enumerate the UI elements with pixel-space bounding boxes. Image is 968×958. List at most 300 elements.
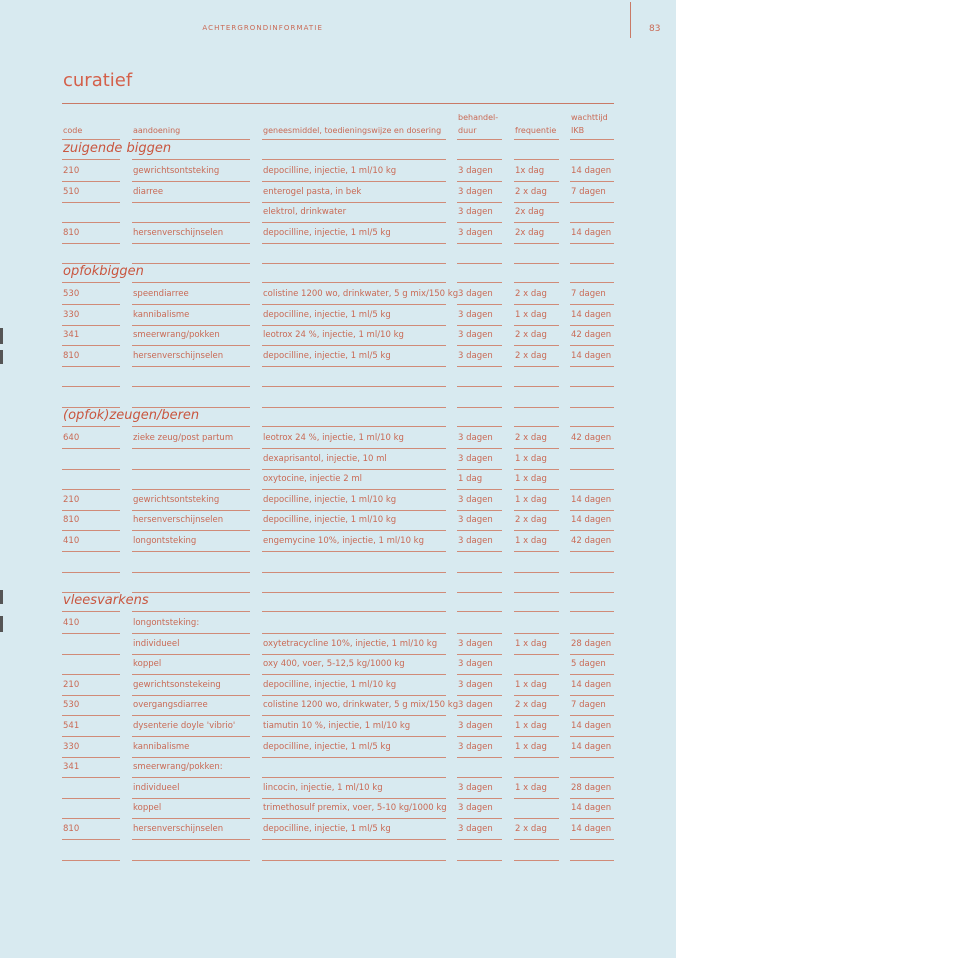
row-rule bbox=[570, 222, 614, 223]
row-rule bbox=[132, 633, 250, 634]
row-rule bbox=[514, 818, 559, 819]
row-rule bbox=[570, 530, 614, 531]
row-rule bbox=[514, 222, 559, 223]
row-rule bbox=[62, 304, 120, 305]
row-rule bbox=[262, 407, 446, 408]
row-rule bbox=[514, 366, 559, 367]
cell-medicine: enterogel pasta, in bek bbox=[263, 187, 362, 197]
row-rule bbox=[132, 325, 250, 326]
cell-code: 541 bbox=[63, 721, 80, 731]
row-rule bbox=[62, 181, 120, 182]
section-title: opfokbiggen bbox=[63, 264, 144, 279]
cell-condition: smeerwrang/pokken: bbox=[133, 762, 223, 772]
row-rule bbox=[262, 181, 446, 182]
row-rule bbox=[570, 159, 614, 160]
row-rule bbox=[132, 159, 250, 160]
row-rule bbox=[514, 448, 559, 449]
cell-code: 810 bbox=[63, 515, 80, 525]
cell-waiting: 7 dagen bbox=[571, 289, 606, 299]
cell-code: 810 bbox=[63, 228, 80, 238]
row-rule bbox=[457, 715, 502, 716]
row-rule bbox=[262, 860, 446, 861]
section-title: zuigende biggen bbox=[63, 141, 172, 156]
column-header-waiting-line2: IKB bbox=[571, 126, 585, 135]
header-rule bbox=[132, 139, 250, 140]
row-rule bbox=[514, 757, 559, 758]
row-rule bbox=[570, 757, 614, 758]
row-rule bbox=[62, 695, 120, 696]
cell-medicine: oxytocine, injectie 2 ml bbox=[263, 474, 362, 484]
cell-waiting: 28 dagen bbox=[571, 639, 612, 649]
row-rule bbox=[570, 654, 614, 655]
cell-medicine: depocilline, injectie, 1 ml/5 kg bbox=[263, 228, 391, 238]
row-rule bbox=[132, 860, 250, 861]
row-rule bbox=[570, 818, 614, 819]
row-rule bbox=[570, 839, 614, 840]
row-rule bbox=[132, 592, 250, 593]
cell-waiting: 14 dagen bbox=[571, 721, 612, 731]
row-rule bbox=[132, 469, 250, 470]
cell-frequency: 2 x dag bbox=[515, 700, 547, 710]
row-rule bbox=[132, 282, 250, 283]
cell-medicine: colistine 1200 wo, drinkwater, 5 g mix/150 kg bbox=[263, 289, 459, 299]
row-rule bbox=[132, 777, 250, 778]
row-rule bbox=[514, 282, 559, 283]
row-rule bbox=[514, 860, 559, 861]
cell-medicine: dexaprisantol, injectie, 10 ml bbox=[263, 454, 387, 464]
row-rule bbox=[62, 222, 120, 223]
cell-waiting: 14 dagen bbox=[571, 742, 612, 752]
row-rule bbox=[62, 448, 120, 449]
row-rule bbox=[262, 243, 446, 244]
row-rule bbox=[457, 243, 502, 244]
row-rule bbox=[457, 386, 502, 387]
cell-waiting: 14 dagen bbox=[571, 495, 612, 505]
row-rule bbox=[262, 736, 446, 737]
cell-condition: kannibalisme bbox=[133, 310, 190, 320]
page-number: 83 bbox=[649, 24, 661, 34]
row-rule bbox=[132, 304, 250, 305]
row-rule bbox=[262, 530, 446, 531]
cell-duration: 3 dagen bbox=[458, 536, 493, 546]
row-rule bbox=[457, 818, 502, 819]
row-rule bbox=[62, 202, 120, 203]
row-rule bbox=[457, 633, 502, 634]
row-rule bbox=[262, 695, 446, 696]
cell-medicine: trimethosulf premix, voer, 5-10 kg/1000 kg bbox=[263, 803, 447, 813]
cell-medicine: depocilline, injectie, 1 ml/5 kg bbox=[263, 824, 391, 834]
row-rule bbox=[514, 798, 559, 799]
row-rule bbox=[570, 715, 614, 716]
cell-duration: 3 dagen bbox=[458, 783, 493, 793]
row-rule bbox=[62, 860, 120, 861]
row-rule bbox=[457, 181, 502, 182]
row-rule bbox=[457, 448, 502, 449]
row-rule bbox=[132, 839, 250, 840]
row-rule bbox=[514, 489, 559, 490]
row-rule bbox=[457, 674, 502, 675]
cell-frequency: 2 x dag bbox=[515, 351, 547, 361]
cell-code: 410 bbox=[63, 536, 80, 546]
row-rule bbox=[262, 304, 446, 305]
binding-mark bbox=[0, 350, 3, 364]
row-rule bbox=[514, 633, 559, 634]
row-rule bbox=[62, 572, 120, 573]
row-rule bbox=[457, 654, 502, 655]
row-rule bbox=[262, 777, 446, 778]
running-header: ACHTERGRONDINFORMATIE bbox=[202, 24, 323, 32]
cell-medicine: oxy 400, voer, 5-12,5 kg/1000 kg bbox=[263, 659, 405, 669]
page-title: curatief bbox=[63, 70, 133, 91]
row-rule bbox=[262, 798, 446, 799]
cell-waiting: 42 dagen bbox=[571, 536, 612, 546]
row-rule bbox=[514, 325, 559, 326]
row-rule bbox=[514, 345, 559, 346]
row-rule bbox=[457, 489, 502, 490]
row-rule bbox=[62, 530, 120, 531]
row-rule bbox=[457, 304, 502, 305]
cell-condition: individueel bbox=[133, 639, 180, 649]
row-rule bbox=[262, 633, 446, 634]
row-rule bbox=[132, 263, 250, 264]
cell-waiting: 14 dagen bbox=[571, 824, 612, 834]
row-rule bbox=[514, 592, 559, 593]
row-rule bbox=[132, 818, 250, 819]
cell-medicine: depocilline, injectie, 1 ml/5 kg bbox=[263, 742, 391, 752]
cell-condition: gewrichtsonstekeing bbox=[133, 680, 221, 690]
cell-frequency: 1 x dag bbox=[515, 495, 547, 505]
row-rule bbox=[62, 674, 120, 675]
row-rule bbox=[132, 386, 250, 387]
cell-duration: 3 dagen bbox=[458, 639, 493, 649]
row-rule bbox=[62, 469, 120, 470]
cell-duration: 3 dagen bbox=[458, 721, 493, 731]
row-rule bbox=[132, 715, 250, 716]
row-rule bbox=[514, 386, 559, 387]
row-rule bbox=[570, 407, 614, 408]
cell-waiting: 42 dagen bbox=[571, 433, 612, 443]
cell-waiting: 28 dagen bbox=[571, 783, 612, 793]
cell-medicine: engemycine 10%, injectie, 1 ml/10 kg bbox=[263, 536, 424, 546]
cell-frequency: 1 x dag bbox=[515, 536, 547, 546]
cell-frequency: 2 x dag bbox=[515, 187, 547, 197]
cell-waiting: 42 dagen bbox=[571, 330, 612, 340]
row-rule bbox=[457, 551, 502, 552]
cell-code: 330 bbox=[63, 742, 80, 752]
row-rule bbox=[132, 798, 250, 799]
cell-waiting: 14 dagen bbox=[571, 310, 612, 320]
cell-duration: 3 dagen bbox=[458, 166, 493, 176]
cell-code: 810 bbox=[63, 824, 80, 834]
row-rule bbox=[62, 243, 120, 244]
row-rule bbox=[457, 325, 502, 326]
row-rule bbox=[262, 757, 446, 758]
cell-frequency: 2 x dag bbox=[515, 433, 547, 443]
cell-code: 341 bbox=[63, 330, 80, 340]
row-rule bbox=[62, 818, 120, 819]
row-rule bbox=[570, 181, 614, 182]
row-rule bbox=[514, 530, 559, 531]
row-rule bbox=[62, 386, 120, 387]
row-rule bbox=[514, 839, 559, 840]
row-rule bbox=[457, 530, 502, 531]
row-rule bbox=[262, 366, 446, 367]
column-header-duration-line2: duur bbox=[458, 126, 477, 135]
row-rule bbox=[514, 304, 559, 305]
row-rule bbox=[132, 426, 250, 427]
header-rule bbox=[514, 139, 559, 140]
row-rule bbox=[62, 426, 120, 427]
cell-condition: diarree bbox=[133, 187, 164, 197]
row-rule bbox=[457, 611, 502, 612]
cell-condition: kannibalisme bbox=[133, 742, 190, 752]
cell-frequency: 2x dag bbox=[515, 207, 545, 217]
cell-duration: 3 dagen bbox=[458, 289, 493, 299]
cell-duration: 1 dag bbox=[458, 474, 483, 484]
cell-condition: gewrichtsontsteking bbox=[133, 495, 220, 505]
cell-code: 810 bbox=[63, 351, 80, 361]
row-rule bbox=[514, 510, 559, 511]
row-rule bbox=[570, 695, 614, 696]
row-rule bbox=[570, 243, 614, 244]
cell-frequency: 1 x dag bbox=[515, 474, 547, 484]
row-rule bbox=[62, 777, 120, 778]
cell-waiting: 14 dagen bbox=[571, 351, 612, 361]
cell-waiting: 14 dagen bbox=[571, 228, 612, 238]
cell-code: 210 bbox=[63, 495, 80, 505]
cell-duration: 3 dagen bbox=[458, 207, 493, 217]
row-rule bbox=[570, 798, 614, 799]
row-rule bbox=[262, 510, 446, 511]
cell-condition: hersenverschijnselen bbox=[133, 824, 224, 834]
header-rule bbox=[457, 139, 502, 140]
column-header-frequency: frequentie bbox=[515, 126, 557, 135]
row-rule bbox=[132, 181, 250, 182]
cell-code: 330 bbox=[63, 310, 80, 320]
column-header-medicine: geneesmiddel, toedieningswijze en dosering bbox=[263, 126, 442, 135]
row-rule bbox=[570, 448, 614, 449]
row-rule bbox=[262, 654, 446, 655]
cell-medicine: colistine 1200 wo, drinkwater, 5 g mix/150 kg bbox=[263, 700, 459, 710]
binding-mark bbox=[0, 616, 3, 632]
cell-duration: 3 dagen bbox=[458, 228, 493, 238]
row-rule bbox=[62, 633, 120, 634]
row-rule bbox=[514, 243, 559, 244]
cell-frequency: 1x dag bbox=[515, 166, 545, 176]
row-rule bbox=[457, 426, 502, 427]
column-header-waiting-line1: wachttijd bbox=[571, 113, 608, 122]
row-rule bbox=[457, 798, 502, 799]
row-rule bbox=[262, 839, 446, 840]
cell-frequency: 1 x dag bbox=[515, 742, 547, 752]
row-rule bbox=[570, 777, 614, 778]
cell-condition: hersenverschijnselen bbox=[133, 515, 224, 525]
cell-waiting: 7 dagen bbox=[571, 700, 606, 710]
row-rule bbox=[457, 345, 502, 346]
cell-frequency: 1 x dag bbox=[515, 454, 547, 464]
header-rule bbox=[262, 139, 446, 140]
row-rule bbox=[570, 366, 614, 367]
row-rule bbox=[570, 345, 614, 346]
cell-condition: speendiarree bbox=[133, 289, 189, 299]
row-rule bbox=[132, 695, 250, 696]
row-rule bbox=[514, 674, 559, 675]
cell-duration: 3 dagen bbox=[458, 495, 493, 505]
row-rule bbox=[570, 489, 614, 490]
row-rule bbox=[514, 695, 559, 696]
cell-code: 341 bbox=[63, 762, 80, 772]
row-rule bbox=[262, 345, 446, 346]
cell-duration: 3 dagen bbox=[458, 187, 493, 197]
cell-code: 640 bbox=[63, 433, 80, 443]
cell-waiting: 7 dagen bbox=[571, 187, 606, 197]
row-rule bbox=[262, 572, 446, 573]
section-title: (opfok)zeugen/beren bbox=[63, 408, 200, 423]
row-rule bbox=[62, 345, 120, 346]
cell-duration: 3 dagen bbox=[458, 824, 493, 834]
row-rule bbox=[570, 325, 614, 326]
row-rule bbox=[132, 572, 250, 573]
cell-frequency: 2 x dag bbox=[515, 330, 547, 340]
row-rule bbox=[457, 695, 502, 696]
cell-medicine: depocilline, injectie, 1 ml/10 kg bbox=[263, 680, 397, 690]
row-rule bbox=[514, 611, 559, 612]
row-rule bbox=[457, 159, 502, 160]
cell-frequency: 1 x dag bbox=[515, 310, 547, 320]
row-rule bbox=[132, 530, 250, 531]
row-rule bbox=[514, 469, 559, 470]
cell-duration: 3 dagen bbox=[458, 515, 493, 525]
row-rule bbox=[262, 489, 446, 490]
row-rule bbox=[457, 860, 502, 861]
row-rule bbox=[570, 263, 614, 264]
row-rule bbox=[62, 839, 120, 840]
cell-code: 410 bbox=[63, 618, 80, 628]
column-header-condition: aandoening bbox=[133, 126, 181, 135]
row-rule bbox=[262, 448, 446, 449]
cell-condition: hersenverschijnselen bbox=[133, 228, 224, 238]
row-rule bbox=[132, 736, 250, 737]
cell-waiting: 14 dagen bbox=[571, 515, 612, 525]
title-rule bbox=[62, 103, 614, 104]
row-rule bbox=[62, 757, 120, 758]
row-rule bbox=[132, 243, 250, 244]
binding-mark bbox=[0, 590, 3, 604]
column-header-code: code bbox=[63, 126, 83, 135]
row-rule bbox=[132, 551, 250, 552]
header-rule bbox=[570, 139, 614, 140]
row-rule bbox=[132, 654, 250, 655]
cell-condition: longontsteking bbox=[133, 536, 197, 546]
row-rule bbox=[570, 633, 614, 634]
row-rule bbox=[457, 777, 502, 778]
row-rule bbox=[62, 282, 120, 283]
cell-medicine: depocilline, injectie, 1 ml/5 kg bbox=[263, 310, 391, 320]
row-rule bbox=[262, 592, 446, 593]
cell-frequency: 1 x dag bbox=[515, 783, 547, 793]
row-rule bbox=[62, 159, 120, 160]
cell-code: 210 bbox=[63, 680, 80, 690]
row-rule bbox=[570, 592, 614, 593]
row-rule bbox=[62, 611, 120, 612]
cell-duration: 3 dagen bbox=[458, 742, 493, 752]
row-rule bbox=[132, 202, 250, 203]
header-rule bbox=[62, 139, 120, 140]
cell-duration: 3 dagen bbox=[458, 454, 493, 464]
row-rule bbox=[262, 426, 446, 427]
cell-duration: 3 dagen bbox=[458, 803, 493, 813]
cell-condition: overgangsdiarree bbox=[133, 700, 208, 710]
row-rule bbox=[570, 674, 614, 675]
cell-duration: 3 dagen bbox=[458, 680, 493, 690]
cell-duration: 3 dagen bbox=[458, 330, 493, 340]
row-rule bbox=[570, 510, 614, 511]
cell-medicine: leotrox 24 %, injectie, 1 ml/10 kg bbox=[263, 330, 404, 340]
row-rule bbox=[132, 757, 250, 758]
cell-frequency: 1 x dag bbox=[515, 680, 547, 690]
cell-frequency: 1 x dag bbox=[515, 639, 547, 649]
cell-waiting: 14 dagen bbox=[571, 680, 612, 690]
row-rule bbox=[514, 263, 559, 264]
cell-condition: dysenterie doyle 'vibrio' bbox=[133, 721, 236, 731]
row-rule bbox=[570, 304, 614, 305]
cell-condition: zieke zeug/post partum bbox=[133, 433, 234, 443]
row-rule bbox=[262, 715, 446, 716]
row-rule bbox=[262, 674, 446, 675]
row-rule bbox=[457, 222, 502, 223]
cell-frequency: 2x dag bbox=[515, 228, 545, 238]
cell-waiting: 5 dagen bbox=[571, 659, 606, 669]
cell-frequency: 2 x dag bbox=[515, 289, 547, 299]
cell-code: 530 bbox=[63, 289, 80, 299]
binding-mark bbox=[0, 328, 3, 344]
cell-duration: 3 dagen bbox=[458, 659, 493, 669]
cell-condition: longontsteking: bbox=[133, 618, 200, 628]
cell-condition: individueel bbox=[133, 783, 180, 793]
row-rule bbox=[570, 860, 614, 861]
row-rule bbox=[514, 407, 559, 408]
row-rule bbox=[457, 592, 502, 593]
row-rule bbox=[457, 263, 502, 264]
row-rule bbox=[262, 469, 446, 470]
row-rule bbox=[262, 818, 446, 819]
row-rule bbox=[132, 510, 250, 511]
row-rule bbox=[132, 345, 250, 346]
cell-waiting: 14 dagen bbox=[571, 803, 612, 813]
row-rule bbox=[570, 551, 614, 552]
cell-medicine: leotrox 24 %, injectie, 1 ml/10 kg bbox=[263, 433, 404, 443]
row-rule bbox=[514, 159, 559, 160]
row-rule bbox=[457, 839, 502, 840]
column-header-duration-line1: behandel- bbox=[458, 113, 499, 122]
row-rule bbox=[570, 202, 614, 203]
cell-condition: koppel bbox=[133, 659, 162, 669]
row-rule bbox=[457, 572, 502, 573]
cell-duration: 3 dagen bbox=[458, 700, 493, 710]
row-rule bbox=[262, 263, 446, 264]
cell-medicine: lincocin, injectie, 1 ml/10 kg bbox=[263, 783, 383, 793]
cell-duration: 3 dagen bbox=[458, 433, 493, 443]
row-rule bbox=[457, 282, 502, 283]
row-rule bbox=[62, 325, 120, 326]
cell-medicine: elektrol, drinkwater bbox=[263, 207, 347, 217]
row-rule bbox=[570, 282, 614, 283]
row-rule bbox=[132, 448, 250, 449]
cell-medicine: tiamutin 10 %, injectie, 1 ml/10 kg bbox=[263, 721, 411, 731]
row-rule bbox=[457, 202, 502, 203]
row-rule bbox=[132, 366, 250, 367]
row-rule bbox=[262, 222, 446, 223]
